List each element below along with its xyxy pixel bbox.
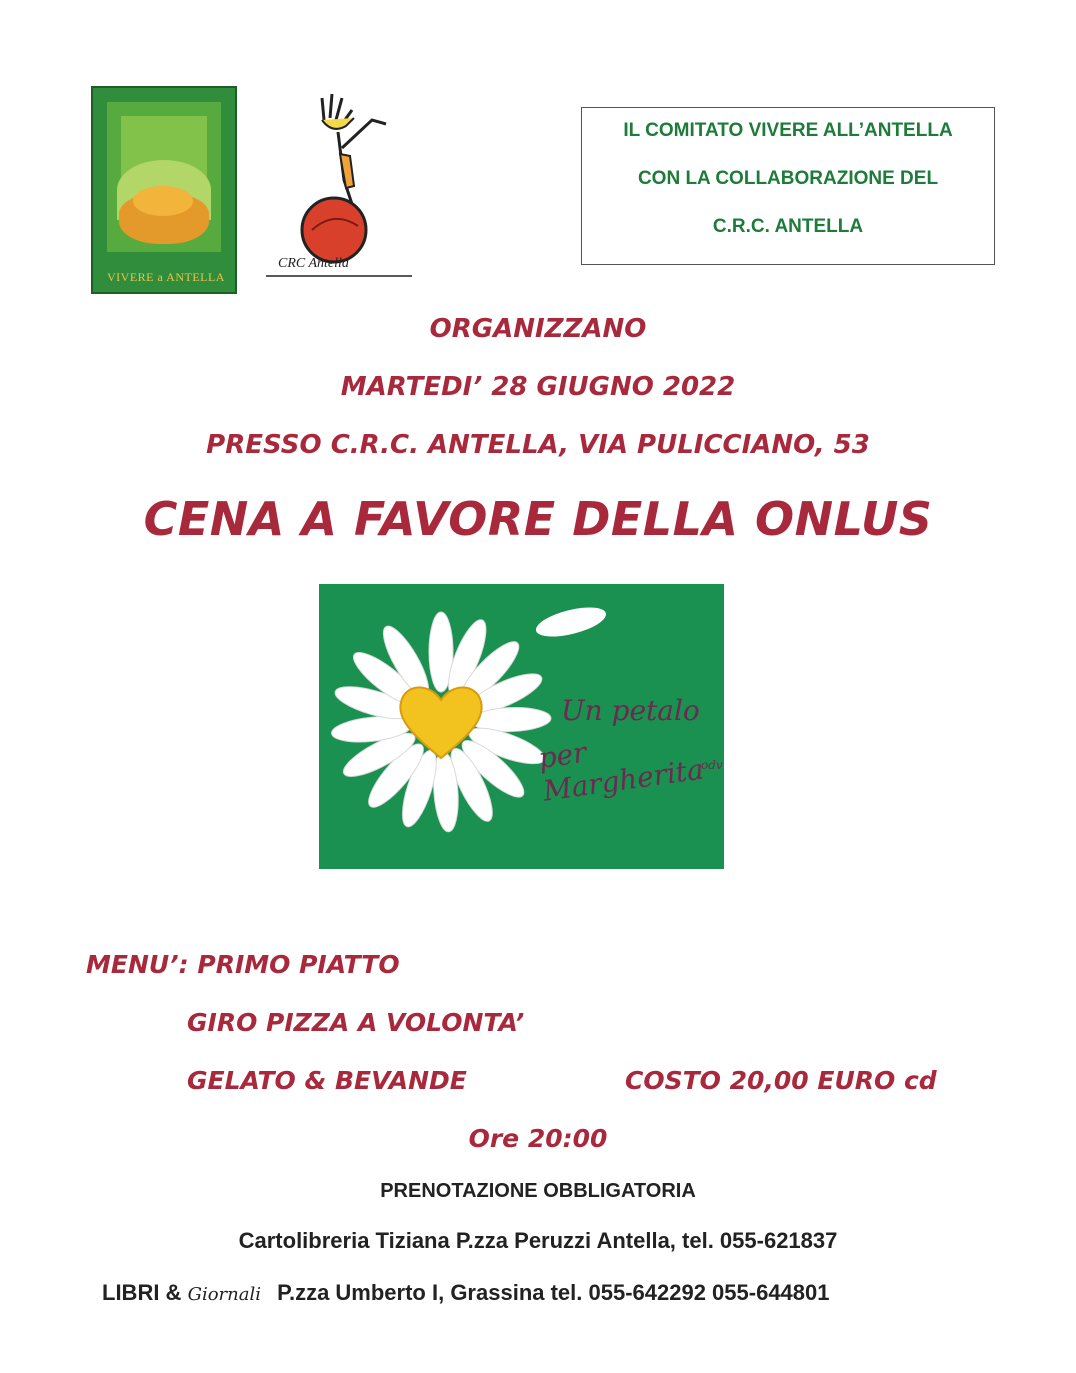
vivere-antella-logo — [91, 86, 237, 294]
organize-heading: ORGANIZZANO — [429, 314, 647, 344]
onlus-name-line-1: Un petalo — [561, 694, 700, 727]
menu-item-gelato: GELATO & BEVANDE — [187, 1066, 467, 1095]
onlus-logo-card — [319, 584, 724, 869]
booking-line-2-row — [102, 1280, 830, 1306]
booking-line-1: Cartolibreria Tiziana P.zza Peruzzi Antella, tel. 055-621837 — [238, 1228, 838, 1253]
onlus-suffix: odv — [701, 758, 723, 772]
organizer-line-1: IL COMITATO VIVERE ALL’ANTELLA — [623, 120, 953, 141]
booking-title: PRENOTAZIONE OBBLIGATORIA — [380, 1180, 696, 1202]
shop-name-a: LIBRI & — [102, 1280, 182, 1305]
organizer-box — [581, 107, 995, 265]
menu-item-pizza: GIRO PIZZA A VOLONTA’ — [187, 1008, 525, 1037]
organizer-line-2: CON LA COLLABORAZIONE DEL — [637, 168, 939, 189]
event-title: CENA A FAVORE DELLA ONLUS — [143, 492, 933, 546]
menu-label: MENU’: PRIMO PIATTO — [86, 950, 400, 979]
shop-name-b: Giornali — [187, 1284, 261, 1305]
onlus-name-line-2: per Margherita — [536, 735, 706, 808]
event-place: PRESSO C.R.C. ANTELLA, VIA PULICCIANO, 53 — [206, 430, 870, 460]
event-date: MARTEDI’ 28 GIUGNO 2022 — [340, 372, 736, 402]
booking-line-2: P.zza Umberto I, Grassina tel. 055-642292 055-644801 — [277, 1280, 830, 1305]
crc-underline — [266, 272, 412, 280]
vivere-logo-text: VIVERE a ANTELLA — [107, 270, 225, 284]
crc-logo-text: CRC Antella — [278, 256, 349, 271]
event-time: Ore 20:00 — [468, 1124, 608, 1153]
menu-cost: COSTO 20,00 EURO cd — [625, 1066, 937, 1095]
organizer-line-3: C.R.C. ANTELLA — [712, 216, 864, 237]
